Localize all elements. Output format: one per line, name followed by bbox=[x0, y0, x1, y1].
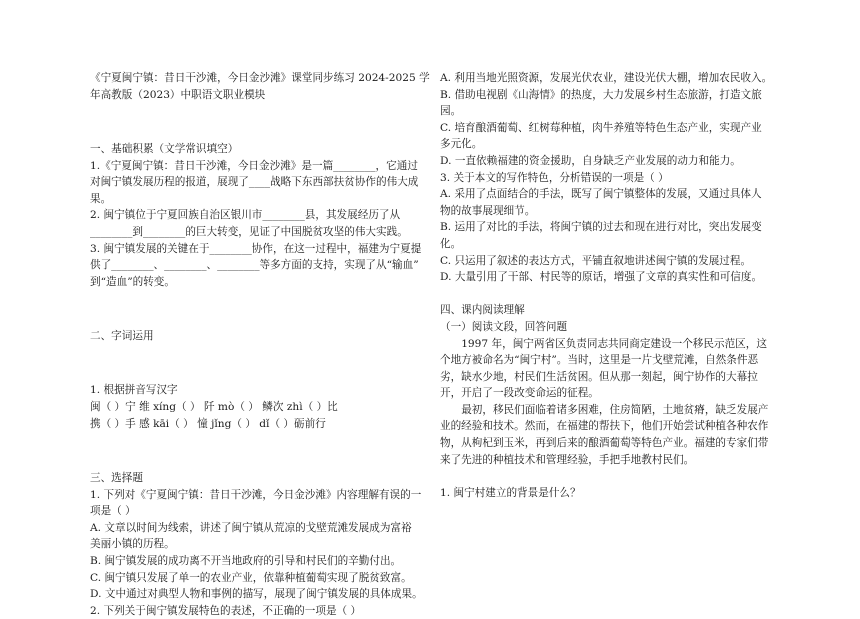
left-line: 年高教版（2023）中职语文职业模块 bbox=[90, 88, 266, 101]
options-line: D. 大量引用了干部、村民等的原话，增强了文章的真实性和可信度。 bbox=[440, 271, 763, 284]
question-1: 1. 闽宁村建立的背景是什么？ bbox=[440, 486, 581, 499]
passage-paragraph-1: 1997 年，闽宁两省区负责同志共同商定建设一个移民示范区，这个地方被命名为“闽宁村”。当时，这里是一片戈壁荒滩，自然条件恶劣，缺水少地，村民们生活贫困。但从那一刻起，闽宁协作的大幕拉开，开启了一段改变命运的征程。 bbox=[440, 337, 767, 400]
blank-line bbox=[90, 355, 422, 372]
left-line: 供了________、________、________等多方面的支持，实现了从“输血” bbox=[90, 259, 419, 272]
passage-heading: （一）阅读文段，回答问题 bbox=[440, 320, 568, 333]
options-line: B. 运用了对比的手法，将闽宁镇的过去和现在进行对比，突出发展变 bbox=[440, 221, 762, 234]
options-line: 园。 bbox=[440, 105, 462, 118]
left-line: 果。 bbox=[90, 192, 112, 205]
left-line: 美丽小镇的历程。 bbox=[90, 538, 175, 551]
options-line: C. 只运用了叙述的表达方式，平铺直叙地讲述闽宁镇的发展过程。 bbox=[440, 254, 752, 267]
left-line: 闽（ ）宁 维 xíng（ ） 阡 mò（ ） 鳞次 zhì（ ）比 bbox=[90, 401, 338, 414]
left-line: D. 文中通过对典型人物和事例的描写，展现了闽宁镇发展的具体成果。 bbox=[90, 588, 423, 601]
left-line: 《宁夏闽宁镇：昔日干沙滩，今日金沙滩》课堂同步练习 2024-2025 学 bbox=[90, 72, 430, 84]
left-line: 1.《宁夏闽宁镇：昔日干沙滩，今日金沙滩》是一篇________，它通过 bbox=[90, 159, 418, 172]
left-line: 1. 下列对《宁夏闽宁镇：昔日干沙滩，今日金沙滩》内容理解有误的一 bbox=[90, 488, 422, 501]
left-line: 2. 闽宁镇位于宁夏回族自治区银川市________县，其发展经历了从 bbox=[90, 209, 401, 222]
left-line: B. 闽宁镇发展的成功离不开当地政府的引导和村民们的辛勤付出。 bbox=[90, 555, 402, 567]
options-line: A. 利用当地光照资源，发展光伏农业，建设光伏大棚，增加农民收入。 bbox=[440, 72, 773, 84]
options-line: D. 一直依赖福建的资金援助，自身缺乏产业发展的动力和能力。 bbox=[440, 154, 741, 167]
options-line: 多元化。 bbox=[440, 138, 483, 151]
left-line: C. 闽宁镇只发展了单一的农业产业，依靠种植葡萄实现了脱贫致富。 bbox=[90, 571, 412, 584]
left-line: 项是（ ） bbox=[90, 505, 136, 518]
options-line: 物的故事展现细节。 bbox=[440, 204, 536, 217]
options-line: A. 采用了点面结合的手法，既写了闽宁镇整体的发展，又通过具体人 bbox=[440, 188, 762, 201]
options-line: C. 培育酿酒葡萄、红树莓种植，肉牛养殖等特色生态产业，实现产业 bbox=[440, 121, 762, 134]
options-line: 化。 bbox=[440, 237, 462, 250]
left-line: A. 文章以时间为线索，讲述了闽宁镇从荒凉的戈壁荒滩发展成为富裕 bbox=[90, 521, 412, 534]
passage-paragraph-2: 最初，移民们面临着诸多困难，住房简陋，土地贫瘠，缺乏发展产业的经验和技术。然而，在福建的帮扶下，他们开始尝试种植各种农作物，从枸杞到玉米，再到后来的酿酒葡萄等特色产业。福建的专家们带来了先进的种植技术和管理经验，手把手地教村民们。 bbox=[440, 403, 769, 466]
left-line: 3. 闽宁镇发展的关键在于________协作，在这一过程中，福建为宁夏提 bbox=[90, 242, 422, 255]
section-4-title: 四、课内阅读理解 bbox=[440, 304, 525, 317]
left-line: 到“造血”的转变。 bbox=[90, 275, 175, 288]
blank-line bbox=[90, 114, 422, 131]
options-line: B. 借助电视剧《山海情》的热度，大力发展乡村生态旅游，打造文旅 bbox=[440, 88, 762, 101]
left-line: 三、选择题 bbox=[90, 472, 143, 485]
blank-line bbox=[90, 443, 422, 460]
left-line: 二、字词运用 bbox=[90, 330, 154, 343]
left-line: 对闽宁镇发展历程的报道，展现了____战略下东西部扶贫协作的伟大成 bbox=[90, 176, 419, 189]
left-line: 1. 根据拼音写汉字 bbox=[90, 384, 178, 397]
left-line: ________到________的巨大转变，见证了中国脱贫攻坚的伟大实践。 bbox=[90, 225, 408, 238]
choice-options-continued bbox=[440, 70, 772, 286]
options-line: 3. 关于本文的写作特色，分析错误的一项是（ ） bbox=[440, 171, 669, 184]
left-line: 2. 下列关于闽宁镇发展特色的表述，不正确的一项是（ ） bbox=[90, 604, 362, 617]
right-column bbox=[440, 70, 772, 501]
left-line: 一、基础积累（文学常识填空） bbox=[90, 142, 239, 155]
left-line: 携（ ）手 感 kāi（ ） 憧 jǐng（ ） dǐ（ ）砺前行 bbox=[90, 417, 326, 430]
left-column bbox=[90, 70, 430, 619]
blank-line bbox=[90, 301, 422, 318]
